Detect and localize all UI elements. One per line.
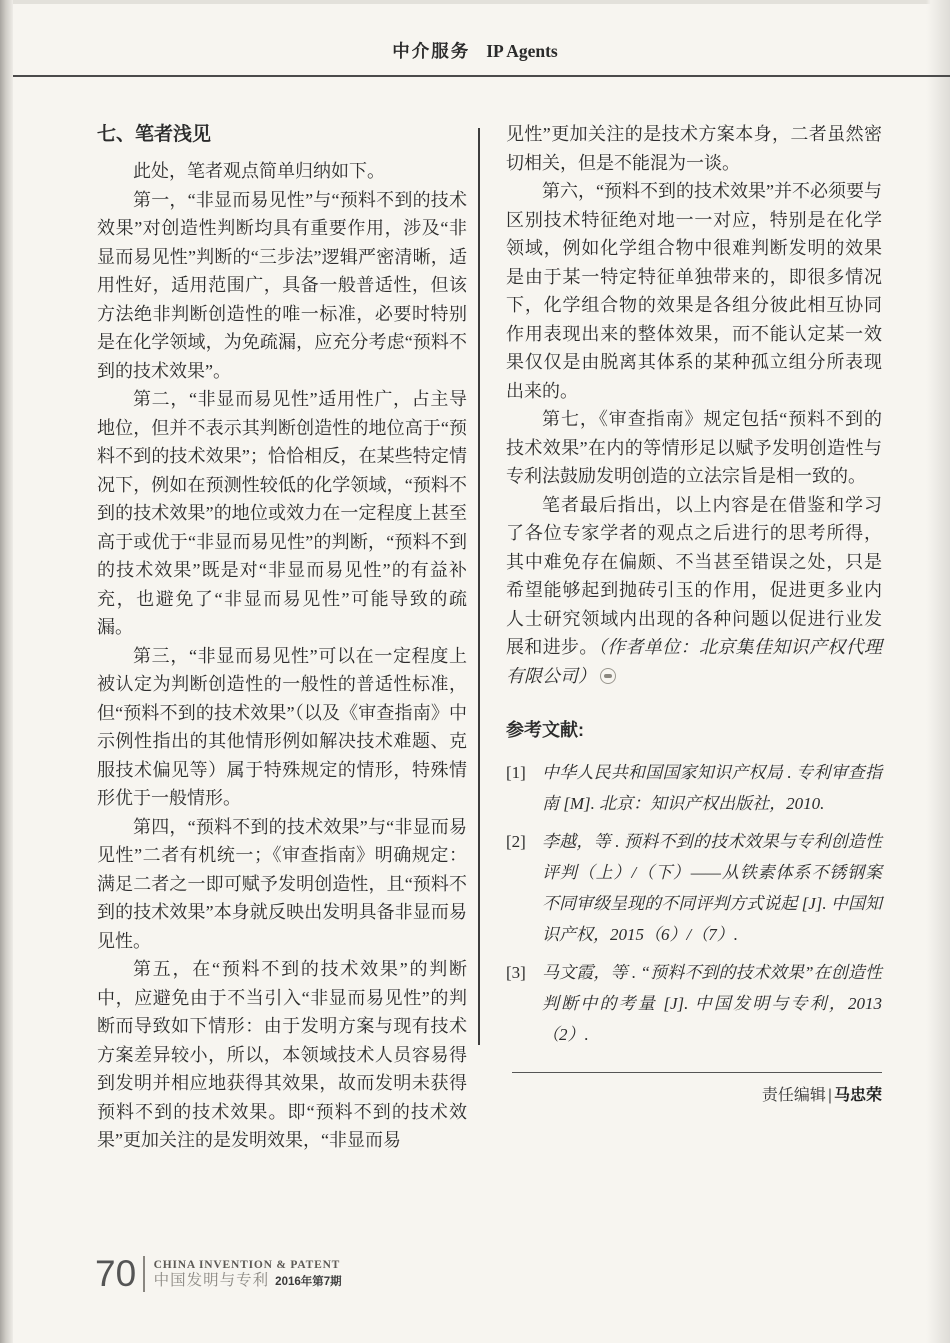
column-divider (478, 128, 480, 1045)
reference-label: [1] (506, 762, 526, 782)
page-footer (95, 1254, 342, 1294)
scan-left-edge (0, 0, 13, 1343)
editor-name: 马忠荣 (833, 1086, 882, 1104)
paragraph-continuation: 见性”更加关注的是技术方案本身，二者虽然密切相关，但是不能混为一谈。 (506, 124, 882, 173)
paragraph: 第一，“非显而易见性”与“预料不到的技术效果”对创造性判断均具有重要作用，涉及“非显而易见性”判断的“三步法”逻辑严密清晰，适用性好，适用范围广，具备一般普适性，但该方法绝非判断创造性的唯一标准，必要时特别是在化学领域，为免疏漏，应充分考虑“预料不到的技术效果”。 (97, 189, 467, 381)
running-header (13, 38, 937, 63)
footer-divider-bar (143, 1256, 145, 1292)
reference-item (506, 757, 882, 819)
paragraph: 第五，在“预料不到的技术效果”的判断中，应避免由于不当引入“非显而易见性”的判断而导致如下情形：由于发明方案与现有技术方案差异较小，所以，本领域技术人员容易得到发明并相应地获得其效果，故而发明未获得预料不到的技术效果。即“预料不到的技术效果”更加关注的是发明效果，“非显而易 (97, 959, 467, 1150)
reference-label: [3] (506, 962, 526, 982)
reference-item (506, 957, 882, 1050)
paragraph: 第二，“非显而易见性”适用性广，占主导地位，但并不表示其判断创造性的地位高于“预料不到的技术效果”；恰恰相反，在某些特定情况下，例如在预测性较低的化学领域，“预料不到的技术效果”的地位或效力在一定程度上甚至高于或优于“非显而易见性”的判断，“预料不到的技术效果”既是对“非显而易见性”的有益补充，也避免了“非显而易见性”可能导致的疏漏。 (97, 389, 467, 637)
paragraph: 第七，《审查指南》规定包括“预料不到的技术效果”在内的等情形足以赋予发明创造性与专利法鼓励发明创造的立法宗旨是相一致的。 (506, 409, 882, 486)
header-rule (13, 75, 950, 77)
references-heading: 参考文献: (506, 720, 584, 740)
editor-label: 责任编辑 (761, 1086, 826, 1104)
right-column (506, 120, 882, 1110)
journal-name-zh-line (154, 1272, 342, 1291)
closing-text: 笔者最后指出，以上内容是在借鉴和学习了各位专家学者的观点之后进行的思考所得，其中难免存在偏颇、不当甚至错误之处，只是希望能够起到抛砖引玉的作用，促进更多业内人士研究领域内出现的各种问题以促进行业发展和进步。 (506, 494, 882, 657)
section-title-en: IP Agents (486, 41, 558, 61)
journal-identity (154, 1258, 342, 1291)
editor-separator: | (827, 1086, 832, 1104)
reference-text: 李越，等 . 预料不到的技术效果与专利创造性评判（上）/（下）——从铁素体系不锈钢案不同审级呈现的不同评判方式说起 [J]. 中国知识产权，2015（6）/（7）. (542, 831, 882, 944)
journal-name-en: CHINA INVENTION & PATENT (153, 1258, 341, 1271)
article-end-icon (600, 668, 616, 684)
reference-item (506, 826, 882, 950)
reference-label: [2] (506, 831, 526, 851)
reference-text: 马文霞，等 . “预料不到的技术效果”在创造性判断中的考量 [J]. 中国发明与专利，2013（2）. (542, 962, 882, 1044)
page-number: 70 (95, 1253, 137, 1294)
reference-text: 中华人民共和国国家知识产权局 . 专利审查指南 [M]. 北京：知识产权出版社，2010. (542, 762, 882, 813)
paragraph: 第六，“预料不到的技术效果”并不必须要与区别技术特征绝对地一一对应，特别是在化学领域，例如化学组合物中很难判断发明的效果是由于某一特定特征单独带来的，即很多情况下，化学组合物的效果是各组分彼此相互协同作用表现出来的整体效果，而不能认定某一效果仅仅是由脱离其体系的某种孤立组分所表现出来的。 (506, 181, 882, 401)
paragraph: 此处，笔者观点简单归纳如下。 (133, 161, 385, 181)
author-affiliation-note: （作者单位：北京集佳知识产权代理有限公司） (506, 637, 882, 686)
paragraph: 第三，“非显而易见性”可以在一定程度上被认定为判断创造性的一般性的普适性标准，但“预料不到的技术效果”（以及《审查指南》中示例性指出的其他情形例如解决技术难题、克服技术偏见等）属于特殊规定的情形，特殊情形优于一般情形。 (97, 645, 467, 808)
scan-top-edge (0, 0, 950, 4)
closing-paragraph (506, 491, 882, 691)
scan-right-edge (926, 0, 950, 1343)
journal-name-zh: 中国发明与专利 (153, 1271, 270, 1289)
section-title-zh: 中介服务 (392, 41, 471, 61)
editor-credit (512, 1072, 882, 1111)
paragraph: 第四，“预料不到的技术效果”与“非显而易见性”二者有机统一；《审查指南》明确规定：满足二者之一即可赋予发明创造性，且“预料不到的技术效果”本身就反映出发明具备非显而易见性。 (97, 816, 467, 951)
left-column (97, 120, 467, 1155)
journal-issue: 2016年第7期 (275, 1275, 342, 1288)
references-section (506, 716, 882, 1050)
section-heading: 七、笔者浅见 (97, 124, 212, 145)
